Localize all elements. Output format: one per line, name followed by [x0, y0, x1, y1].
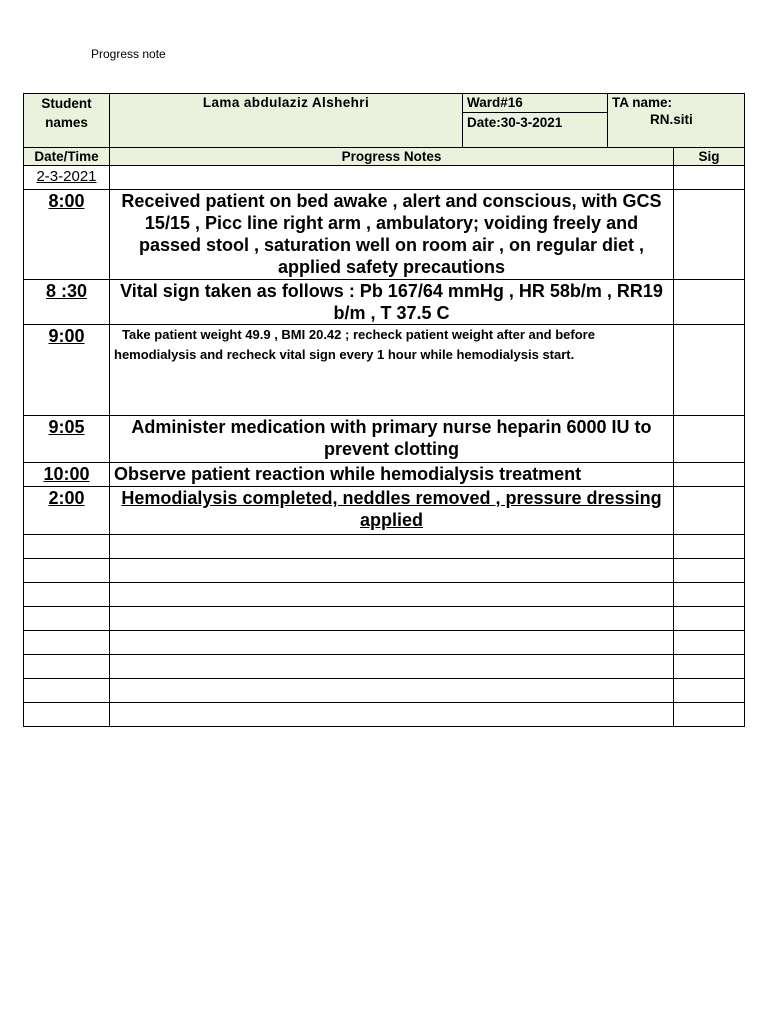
empty-cell: [674, 679, 745, 703]
empty-cell: [24, 607, 110, 631]
table-row: [24, 487, 745, 535]
table-row: [24, 416, 745, 463]
signature-cell: [674, 416, 745, 463]
entry-note: [110, 166, 674, 190]
empty-cell: [24, 631, 110, 655]
ta-name-value: RN.siti: [650, 112, 693, 127]
entry-time: 9:00: [24, 325, 110, 416]
datetime-column-header: Date/Time: [24, 148, 110, 166]
table-row: [24, 190, 745, 280]
entry-note: Vital sign taken as follows : Pb 167/64 mmHg , HR 58b/m , RR19 b/m , T 37.5 C: [110, 280, 674, 325]
signature-cell: [674, 487, 745, 535]
entry-date: 2-3-2021: [24, 166, 110, 190]
empty-cell: [110, 655, 674, 679]
table-row: [24, 166, 745, 190]
student-names-label: Student names: [24, 94, 110, 148]
empty-cell: [24, 655, 110, 679]
entry-note: Received patient on bed awake , alert and conscious, with GCS 15/15 , Picc line right arm , ambulatory; voiding freely and passed stool , saturation well on room air , on regular diet , applied safety precautions: [110, 190, 674, 280]
empty-table-row: [24, 559, 745, 583]
empty-table-row: [24, 607, 745, 631]
notes-column-header: Progress Notes: [110, 148, 674, 166]
ta-name-cell: [608, 94, 745, 148]
document-title: Progress note: [91, 47, 166, 61]
signature-cell: [674, 190, 745, 280]
entry-time: 8:00: [24, 190, 110, 280]
empty-cell: [674, 655, 745, 679]
empty-table-row: [24, 583, 745, 607]
table-row: [24, 280, 745, 325]
empty-cell: [110, 679, 674, 703]
table-row: [24, 463, 745, 487]
empty-cell: [24, 679, 110, 703]
entry-time: 2:00: [24, 487, 110, 535]
ta-name-label: TA name:: [612, 95, 673, 110]
entry-time: 9:05: [24, 416, 110, 463]
header-table: [23, 93, 745, 148]
entry-note: Observe patient reaction while hemodialysis treatment: [110, 463, 674, 487]
signature-cell: [674, 325, 745, 416]
empty-table-row: [24, 703, 745, 727]
empty-table-row: [24, 535, 745, 559]
entry-note: Hemodialysis completed, neddles removed , pressure dressing applied: [110, 487, 674, 535]
empty-cell: [24, 559, 110, 583]
empty-cell: [674, 535, 745, 559]
empty-cell: [674, 607, 745, 631]
empty-cell: [24, 703, 110, 727]
empty-cell: [674, 703, 745, 727]
empty-cell: [674, 559, 745, 583]
table-row: [24, 325, 745, 416]
empty-cell: [110, 703, 674, 727]
student-name: Lama abdulaziz Alshehri: [110, 94, 463, 148]
empty-cell: [110, 559, 674, 583]
signature-cell: [674, 463, 745, 487]
empty-cell: [674, 631, 745, 655]
entry-time: 10:00: [24, 463, 110, 487]
entry-note: Administer medication with primary nurse heparin 6000 IU to prevent clotting: [110, 416, 674, 463]
progress-notes-table: [23, 147, 745, 727]
empty-cell: [24, 535, 110, 559]
empty-cell: [110, 631, 674, 655]
empty-cell: [110, 535, 674, 559]
empty-table-row: [24, 631, 745, 655]
signature-cell: [674, 166, 745, 190]
entry-note: Take patient weight 49.9 , BMI 20.42 ; recheck patient weight after and before hemodialysis and recheck vital sign every 1 hour while hemodialysis start.: [110, 325, 674, 416]
empty-cell: [110, 607, 674, 631]
empty-table-row: [24, 679, 745, 703]
empty-table-row: [24, 655, 745, 679]
ward-number: Ward#16: [463, 94, 608, 113]
column-header-row: [24, 148, 745, 166]
sig-column-header: Sig: [674, 148, 745, 166]
header-date: Date:30-3-2021: [463, 113, 608, 148]
entry-time: 8 :30: [24, 280, 110, 325]
empty-cell: [110, 583, 674, 607]
signature-cell: [674, 280, 745, 325]
empty-cell: [674, 583, 745, 607]
empty-cell: [24, 583, 110, 607]
